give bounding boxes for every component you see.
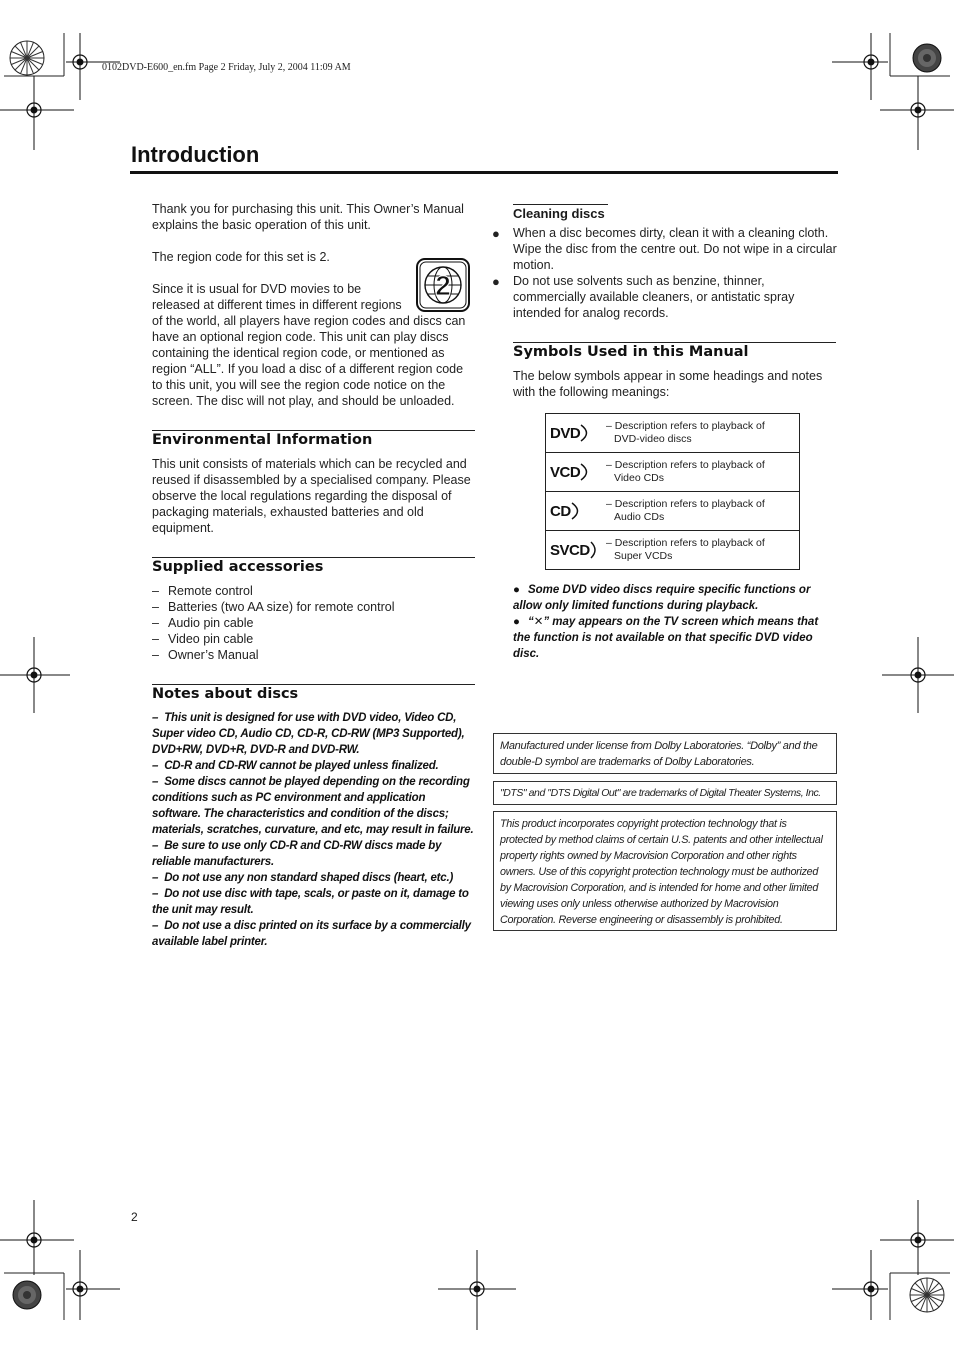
list-item: – Batteries (two AA size) for remote control	[152, 600, 395, 614]
environmental-rule	[152, 430, 475, 431]
file-header-note: 0102DVD-E600_en.fm Page 2 Friday, July 2, 2004 11:09 AM	[102, 62, 351, 73]
notes-discs-list	[152, 710, 476, 950]
symbol-description: – Description refers to playback of Audio CDs	[606, 498, 765, 523]
table-row	[546, 492, 799, 531]
region-globe-icon	[416, 258, 470, 312]
list-item: – Do not use any non standard shaped discs (heart, etc.)	[152, 872, 454, 884]
notes-discs-heading: Notes about discs	[152, 686, 299, 702]
list-item: ● “✕” may appears on the TV screen which means that the function is not available on that specific DVD video disc.	[513, 616, 819, 660]
list-item: ● When a disc becomes dirty, clean it with a cleaning cloth. Wipe the disc from the centre out. Do not wipe in a circular motion.	[492, 226, 837, 272]
list-item: – Do not use disc with tape, scals, or paste on it, damage to the unit may result.	[152, 888, 469, 916]
macrovision-note: This product incorporates copyright protection technology that is protected by method claims of certain U.S. patents and other intellectual property rights owned by Macrovision Corporation and other rights owners. Use of this copyright protection technology must be authorized by Macrovision Corporation, and is intended for home and other limited viewing uses only unless otherwise authorized by Macrovision Corporation. Reverse engineering or disassembly is prohibited.	[493, 811, 837, 931]
symbols-notes	[513, 582, 838, 662]
symbols-heading: Symbols Used in this Manual	[513, 344, 749, 360]
region-paragraph-line2: released at different times in different regions	[152, 298, 402, 312]
bullet-icon: ●	[513, 584, 520, 596]
list-item: – CD-R and CD-RW cannot be played unless finalized.	[152, 760, 439, 772]
symbol-description: – Description refers to playback of Video CDs	[606, 459, 765, 484]
list-item: – Do not use a disc printed on its surface by a commercially available label printer.	[152, 920, 471, 948]
list-item: – Video pin cable	[152, 632, 254, 646]
symbols-intro: The below symbols appear in some headings and notes with the following meanings:	[513, 369, 823, 399]
environmental-heading: Environmental Information	[152, 432, 373, 448]
intro-paragraph: Thank you for purchasing this unit. This Owner’s Manual explains the basic operation of this unit.	[152, 202, 464, 232]
symbol-description: – Description refers to playback of DVD-video discs	[606, 420, 765, 445]
bullet-icon: ●	[492, 226, 500, 241]
notes-discs-rule	[152, 684, 475, 685]
list-item: – Audio pin cable	[152, 616, 254, 630]
list-item: – Some discs cannot be played depending on the recording conditions such as PC environment and application software. The characteristics and condition of the discs; materials, scratches, curvature, and etc, may result in failure.	[152, 776, 474, 836]
list-item: – Be sure to use only CD-R and CD-RW discs made by reliable manufacturers.	[152, 840, 442, 868]
region-paragraph-line1: Since it is usual for DVD movies to be	[152, 282, 362, 296]
title-rule	[130, 171, 838, 174]
bullet-icon: ●	[492, 274, 500, 289]
symbol-description: – Description refers to playback of Super VCDs	[606, 537, 765, 562]
list-item: – Owner’s Manual	[152, 648, 259, 662]
region-code-text: The region code for this set is 2.	[152, 250, 330, 264]
dolby-trademark-note: Manufactured under license from Dolby Laboratories. “Dolby” and the double-D symbol are trademarks of Dolby Laboratories.	[493, 733, 837, 774]
dts-trademark-note: "DTS" and "DTS Digital Out" are trademarks of Digital Theater Systems, Inc.	[493, 781, 837, 805]
table-row	[546, 414, 799, 453]
symbols-rule	[513, 342, 836, 343]
cd-icon: CD	[550, 497, 585, 525]
table-row	[546, 453, 799, 492]
accessories-rule	[152, 557, 475, 558]
list-item: – This unit is designed for use with DVD video, Video CD, Super video CD, Audio CD, CD-R, CD-RW (MP3 Supported), DVD+RW, DVD+R, DVD-R and DVD-RW.	[152, 712, 465, 756]
region-number: 2	[435, 270, 451, 301]
cleaning-list	[493, 225, 838, 321]
cleaning-heading: Cleaning discs	[513, 206, 605, 221]
table-row	[546, 531, 799, 569]
page-number: 2	[131, 1210, 138, 1224]
accessories-list	[152, 583, 476, 663]
cleaning-rule	[513, 204, 608, 205]
list-item: ● Do not use solvents such as benzine, thinner, commercially available cleaners, or antistatic spray intended for analog records.	[492, 274, 795, 320]
symbols-table	[545, 413, 800, 570]
list-item: – Remote control	[152, 584, 253, 598]
environmental-text: This unit consists of materials which can be recycled and reused if disassembled by a specialised company. Please observe the local regulations regarding the disposal of packaging materials, exhausted batteries and old equipment.	[152, 457, 471, 535]
bullet-icon: ●	[513, 616, 520, 628]
svcd-icon: SVCD	[550, 536, 600, 564]
accessories-heading: Supplied accessories	[152, 559, 324, 575]
page-title: Introduction	[131, 142, 260, 167]
list-item: ● Some DVD video discs require specific functions or allow only limited functions during playback.	[513, 584, 811, 612]
region-paragraph: of the world, all players have region codes and discs can have an optional region code. This unit can play discs containing the identical region code, or mentioned as region “ALL”. If you load a disc of a different region code to this unit, you will see the region code notice on the screen. The disc will not play, and should be unloaded.	[152, 314, 466, 408]
vcd-icon: VCD	[550, 458, 594, 486]
dvd-icon: DVD	[550, 419, 594, 447]
